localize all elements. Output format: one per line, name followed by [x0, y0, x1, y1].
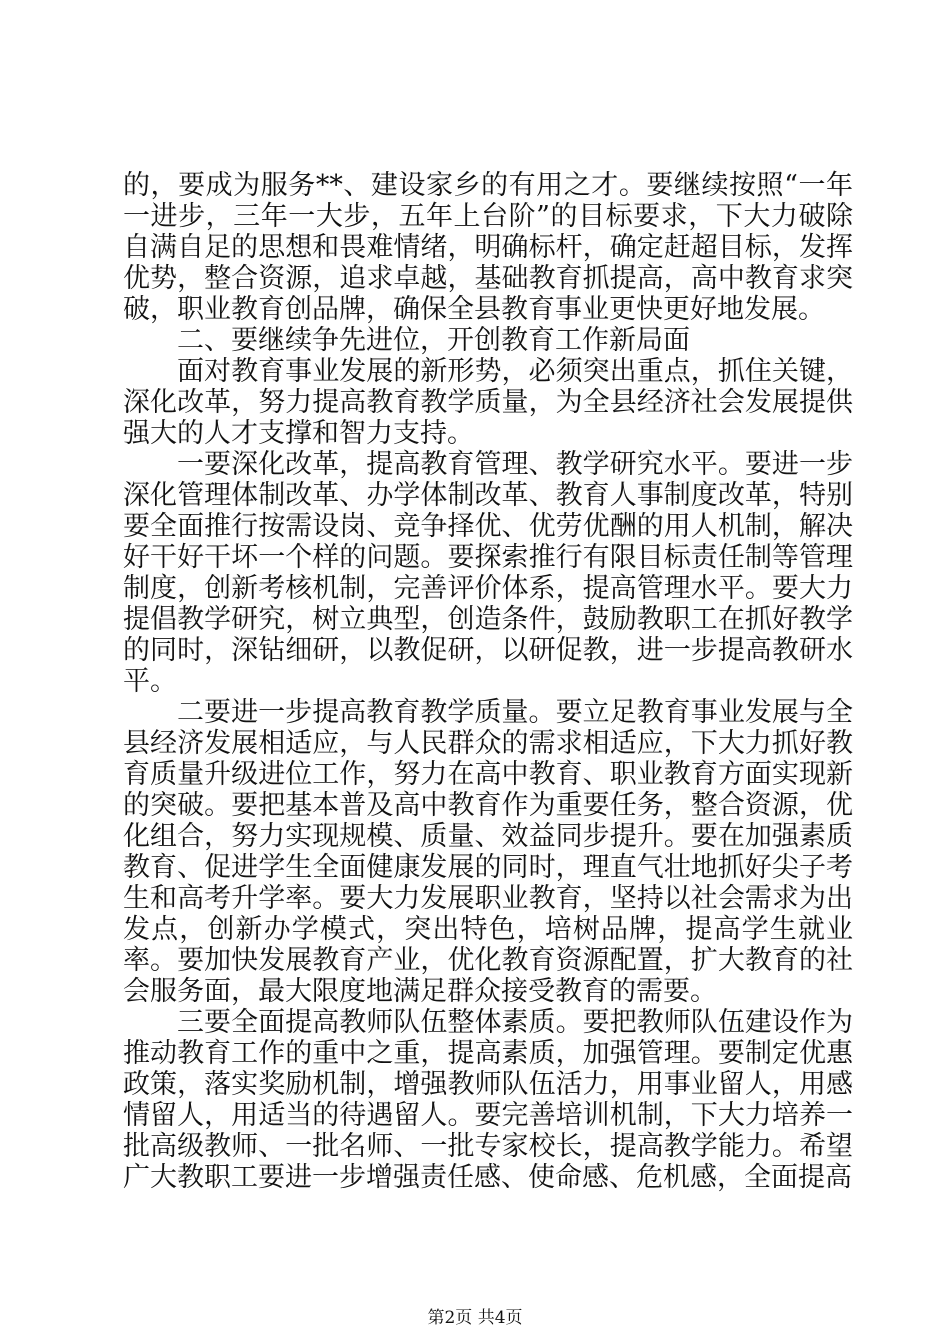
paragraph: 面对教育事业发展的新形势，必须突出重点，抓住关键，深化改革，努力提高教育教学质量，为全县经济社会发展提供强大的人才支撑和智力支持。 — [123, 356, 853, 449]
paragraph: 一要深化改革，提高教育管理、教学研究水平。要进一步深化管理体制改革、办学体制改革、教育人事制度改革，特别要全面推行按需设岗、竞争择优、优劳优酬的用人机制，解决好干好干坏一个样的问题。要探索推行有限目标责任制等管理制度，创新考核机制，完善评价体系，提高管理水平。要大力提倡教学研究，树立典型，创造条件，鼓励教职工在抓好教学的同时，深钻细研，以教促研，以研促教，进一步提高教研水平。 — [123, 449, 853, 697]
paragraph: 的，要成为服务**、建设家乡的有用之才。要继续按照“一年一进步，三年一大步，五年上台阶”的目标要求，下大力破除自满自足的思想和畏难情绪，明确标杆，确定赶超目标，发挥优势，整合资源，追求卓越，基础教育抓提高，高中教育求突破，职业教育创品牌，确保全县教育事业更快更好地发展。 — [123, 170, 853, 325]
document-body — [123, 170, 853, 1193]
page-footer: 第2页 共4页 — [427, 1308, 523, 1328]
section-heading: 二、要继续争先进位，开创教育工作新局面 — [177, 325, 690, 356]
paragraph: 三要全面提高教师队伍整体素质。要把教师队伍建设作为推动教育工作的重中之重，提高素质，加强管理。要制定优惠政策，落实奖励机制，增强教师队伍活力，用事业留人，用感情留人，用适当的待遇留人。要完善培训机制，下大力培养一批高级教师、一批名师、一批专家校长，提高教学能力。希望广大教职工要进一步增强责任感、使命感、危机感，全面提高 — [123, 1007, 853, 1193]
paragraph: 二要进一步提高教育教学质量。要立足教育事业发展与全县经济发展相适应，与人民群众的需求相适应，下大力抓好教育质量升级进位工作，努力在高中教育、职业教育方面实现新的突破。要把基本普及高中教育作为重要任务，整合资源，优化组合，努力实现规模、质量、效益同步提升。要在加强素质教育、促进学生全面健康发展的同时，理直气壮地抓好尖子考生和高考升学率。要大力发展职业教育，坚持以社会需求为出发点，创新办学模式，突出特色，培树品牌，提高学生就业率。要加快发展教育产业，优化教育资源配置，扩大教育的社会服务面，最大限度地满足群众接受教育的需要。 — [123, 697, 853, 1007]
